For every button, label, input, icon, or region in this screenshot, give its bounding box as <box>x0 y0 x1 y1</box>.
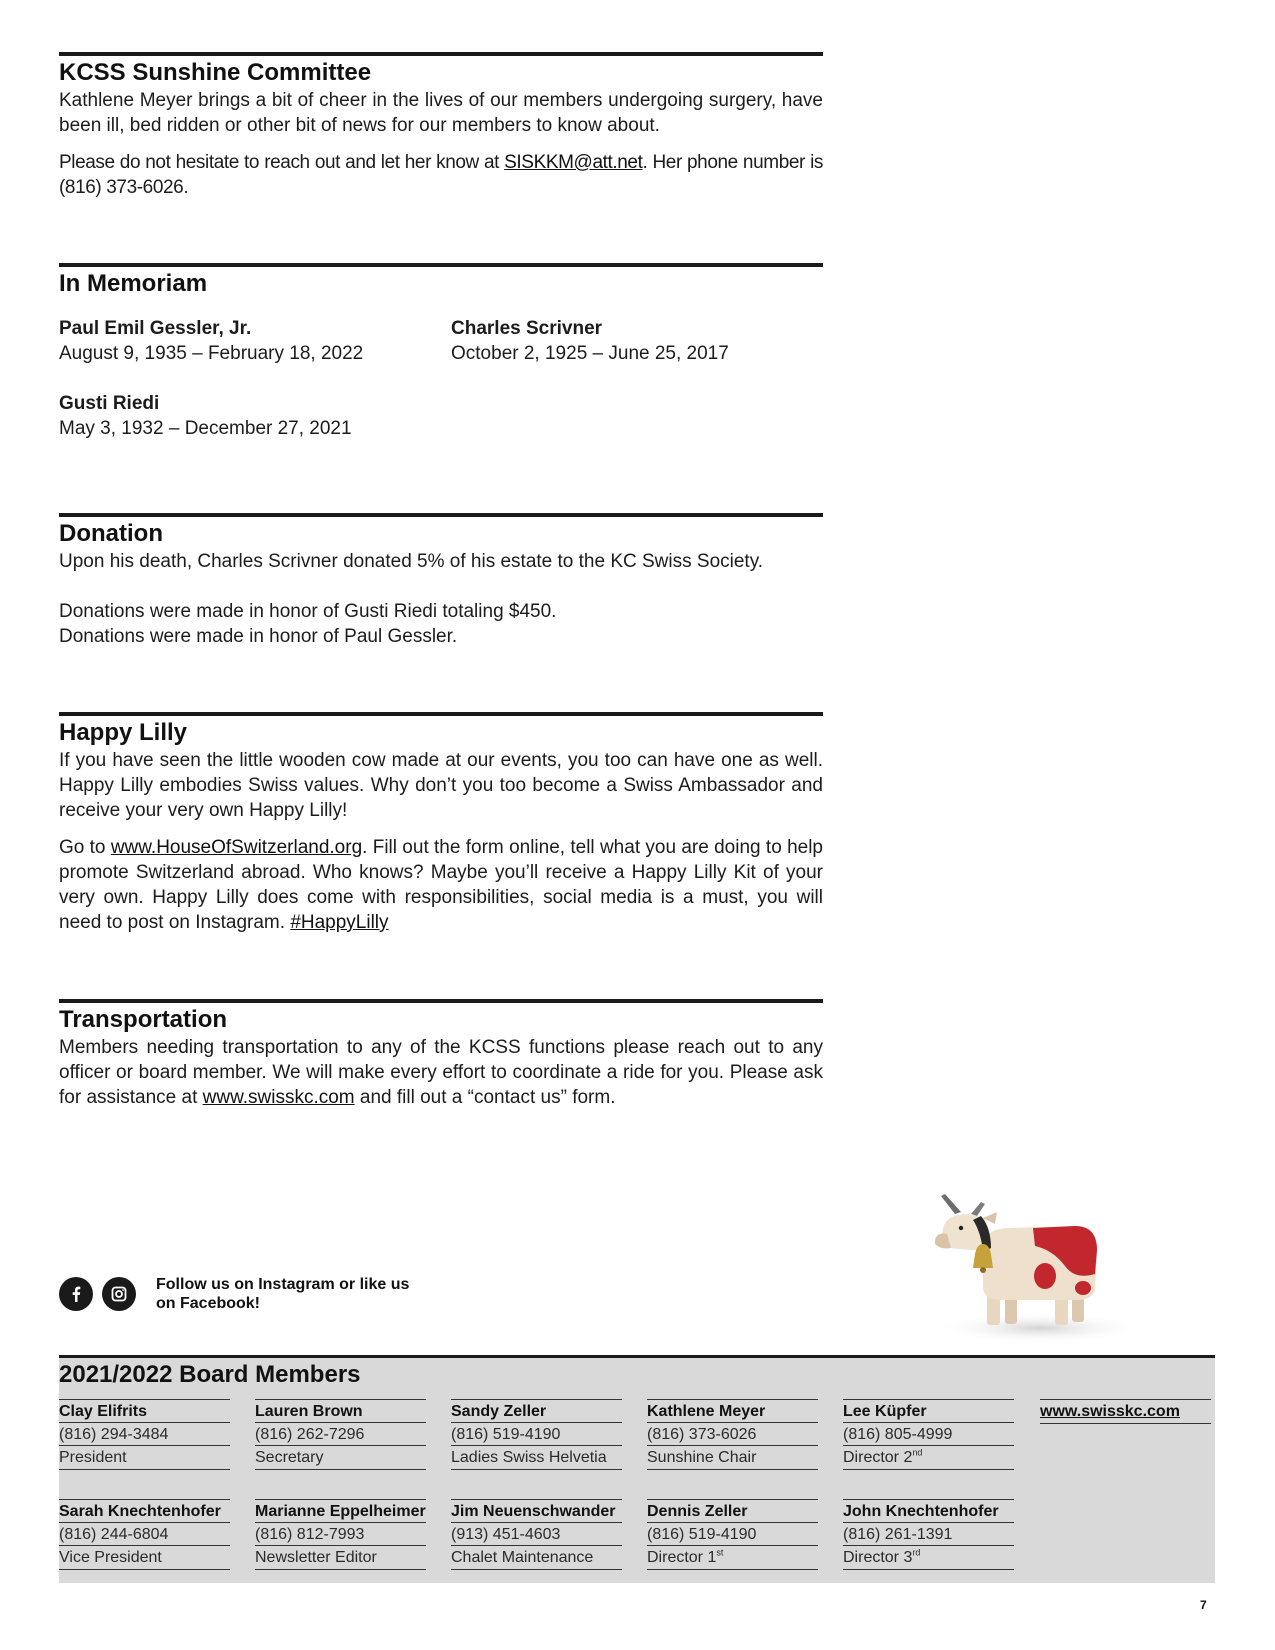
website-cell <box>1040 1399 1211 1424</box>
member-name: Clay Elifrits <box>59 1399 230 1422</box>
happy-lilly-section <box>59 712 823 935</box>
role-text: Director 3 <box>843 1549 913 1566</box>
board-rule <box>59 1355 1215 1358</box>
board-member <box>647 1399 818 1470</box>
paragraph: Kathlene Meyer brings a bit of cheer in the lives of our members undergoing surgery, have been ill, bed ridden or other bit of news for our members to know about. <box>59 90 823 136</box>
section-title: KCSS Sunshine Committee <box>59 59 372 86</box>
board-member <box>255 1499 426 1570</box>
section-rule <box>59 263 823 267</box>
house-of-switzerland-link[interactable]: www.HouseOfSwitzerland.org <box>110 837 363 858</box>
follow-text: Follow us on Instagram or like us on Facebook! <box>156 1276 410 1312</box>
board-member <box>59 1499 230 1570</box>
board-member <box>59 1399 230 1470</box>
memoriam-name: Gusti Riedi <box>59 393 160 414</box>
board-member <box>843 1499 1014 1570</box>
board-member <box>647 1499 818 1570</box>
member-role: Vice President <box>59 1545 230 1570</box>
instagram-icon[interactable] <box>102 1277 136 1311</box>
section-rule <box>59 712 823 716</box>
facebook-icon[interactable] <box>59 1277 93 1311</box>
memoriam-dates: October 2, 1925 – June 25, 2017 <box>451 343 729 364</box>
member-name: Sandy Zeller <box>451 1399 622 1422</box>
hashtag-link[interactable]: #HappyLilly <box>290 912 389 933</box>
member-role <box>843 1445 1014 1470</box>
text: Members needing transportation to any of the KCSS functions please reach out to any officer or board member. We will make every effort to coordinate a ride for you. Please ask for assistance at <box>59 1037 823 1108</box>
member-phone: (816) 519-4190 <box>451 1422 622 1445</box>
member-phone: (816) 244-6804 <box>59 1522 230 1545</box>
section-rule <box>59 52 823 56</box>
member-name: Lauren Brown <box>255 1399 426 1422</box>
member-phone: (816) 373-6026 <box>647 1422 818 1445</box>
swisskc-link[interactable]: www.swisskc.com <box>202 1087 355 1108</box>
member-name: Dennis Zeller <box>647 1499 818 1522</box>
text: . Fill out the form online, tell what you are doing to help promote Switzerland abroad. Who knows? Maybe you’ll receive a Happy Lilly Kit of your very own. Happy Lilly does come with responsibilities, social media is a must, you will need to post on Instagram. <box>59 837 823 933</box>
happy-lilly-cow-image <box>925 1188 1145 1348</box>
member-name: Jim Neuenschwander <box>451 1499 622 1522</box>
member-role: Chalet Maintenance <box>451 1545 622 1570</box>
member-name: Kathlene Meyer <box>647 1399 818 1422</box>
ordinal-suffix: nd <box>912 1447 923 1458</box>
memoriam-entry <box>59 316 363 366</box>
member-phone: (816) 805-4999 <box>843 1422 1014 1445</box>
member-phone: (816) 262-7296 <box>255 1422 426 1445</box>
paragraph: Donations were made in honor of Paul Gessler. <box>59 626 458 647</box>
paragraph: Upon his death, Charles Scrivner donated 5% of his estate to the KC Swiss Society. <box>59 551 764 572</box>
memoriam-entry <box>451 316 729 366</box>
section-title: In Memoriam <box>59 270 208 297</box>
member-phone: (816) 261-1391 <box>843 1522 1014 1545</box>
memoriam-entry <box>59 391 352 441</box>
social-links <box>59 1277 145 1311</box>
paragraph: Donations were made in honor of Gusti Riedi totaling $450. <box>59 601 557 622</box>
member-name: John Knechtenhofer <box>843 1499 1014 1522</box>
member-role: Secretary <box>255 1445 426 1470</box>
board-member <box>843 1399 1014 1470</box>
ordinal-suffix: rd <box>912 1547 921 1558</box>
memoriam-section <box>59 263 823 443</box>
section-rule <box>59 999 823 1003</box>
member-phone: (816) 294-3484 <box>59 1422 230 1445</box>
section-title: Donation <box>59 520 163 547</box>
board-title: 2021/2022 Board Members <box>59 1361 361 1388</box>
website-link[interactable]: www.swisskc.com <box>1040 1403 1180 1420</box>
email-link[interactable]: SISKKM@att.net <box>504 152 643 173</box>
member-role <box>843 1545 1014 1570</box>
memoriam-dates: August 9, 1935 – February 18, 2022 <box>59 343 364 364</box>
member-role: President <box>59 1445 230 1470</box>
transportation-section <box>59 999 823 1110</box>
board-member <box>451 1499 622 1570</box>
ordinal-suffix: st <box>716 1547 724 1558</box>
memoriam-name: Paul Emil Gessler, Jr. <box>59 318 252 339</box>
paragraph <box>59 835 823 935</box>
page-number: 7 <box>1200 1598 1207 1612</box>
paragraph <box>59 1035 823 1110</box>
donation-section <box>59 513 823 649</box>
sunshine-section <box>59 52 823 200</box>
memoriam-name: Charles Scrivner <box>451 318 603 339</box>
section-rule <box>59 513 823 517</box>
member-phone: (913) 451-4603 <box>451 1522 622 1545</box>
board-members-panel <box>59 1355 1215 1583</box>
member-name: Sarah Knechtenhofer <box>59 1499 230 1522</box>
memoriam-dates: May 3, 1932 – December 27, 2021 <box>59 418 352 439</box>
text: and fill out a “contact us” form. <box>354 1087 616 1108</box>
role-text: Director 2 <box>843 1449 913 1466</box>
section-title: Happy Lilly <box>59 719 188 746</box>
role-text: Director 1 <box>647 1549 717 1566</box>
text: . Her phone number is <box>642 152 823 173</box>
member-role: Sunshine Chair <box>647 1445 818 1470</box>
board-member <box>255 1399 426 1470</box>
paragraph: If you have seen the little wooden cow made at our events, you too can have one as well. Happy Lilly embodies Swiss values. Why don’t you too become a Swiss Ambassador and receive your very own Happy Lilly! <box>59 750 823 821</box>
text: Please do not hesitate to reach out and let her know at <box>59 152 505 173</box>
member-name: Marianne Eppelheimer <box>255 1499 426 1522</box>
text: Go to <box>59 837 111 858</box>
board-member <box>451 1399 622 1470</box>
phone-number: (816) 373-6026. <box>59 177 189 198</box>
member-role: Newsletter Editor <box>255 1545 426 1570</box>
member-name: Lee Küpfer <box>843 1399 1014 1422</box>
member-phone: (816) 812-7993 <box>255 1522 426 1545</box>
member-phone: (816) 519-4190 <box>647 1522 818 1545</box>
section-title: Transportation <box>59 1006 228 1033</box>
member-role <box>647 1545 818 1570</box>
paragraph <box>59 150 823 200</box>
member-role: Ladies Swiss Helvetia <box>451 1445 622 1470</box>
